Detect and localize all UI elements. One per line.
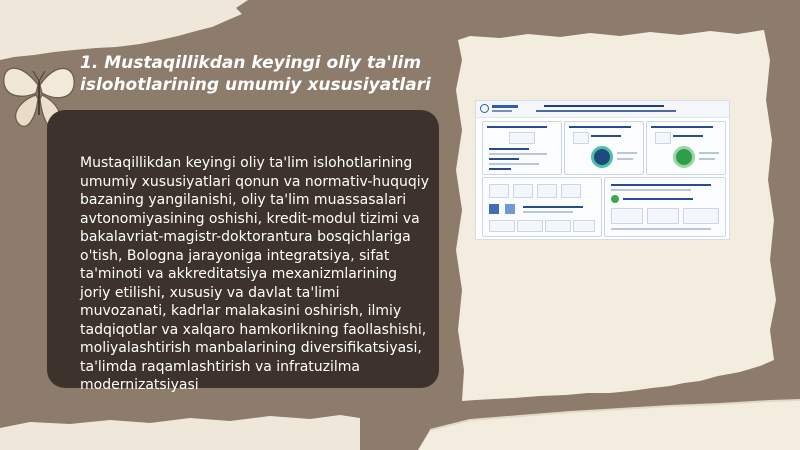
torn-paper-bottom-left: [0, 415, 360, 450]
infographic-card-5: [604, 177, 726, 237]
infographic-header: [476, 101, 729, 118]
infographic-card-3: [646, 121, 726, 175]
torn-paper-top-left: [0, 0, 248, 60]
torn-paper-bottom-right: [418, 400, 800, 450]
slide-title: 1. Mustaqillikdan keyingi oliy ta'lim islohotlarining umumiy xususiyatlari: [80, 53, 431, 95]
infographic-logo-icon: [480, 104, 489, 113]
infographic-thumbnail: [475, 100, 730, 240]
infographic-card-1: [482, 121, 562, 175]
infographic-card-4: [482, 177, 602, 237]
slide-body-text: Mustaqillikdan keyingi oliy ta'lim islohotlarining umumiy xususiyatlari qonun va normativ-huquqiy bazaning yangilanishi, oliy ta'lim muassasalari avtonomiyasining oshishi, kredit-modul tizimi va bakalavriat-magistr-doktorantura bosqichlariga o'tish, Bologna jarayoniga integratsiya, sifat ta'minoti va akkreditatsiya mexanizmlarining joriy etilishi, xususiy va davlat ta'limi muvozanati, kadrlar malakasini oshirish, ilmiy tadqiqotlar va xalqaro hamkorlikning faollashishi, moliyalashtirish manbalarining diversifikatsiyasi, ta'limda raqamlashtirish va infratuzilma modernizatsiyasi: [80, 155, 429, 393]
infographic-card-2: [564, 121, 644, 175]
